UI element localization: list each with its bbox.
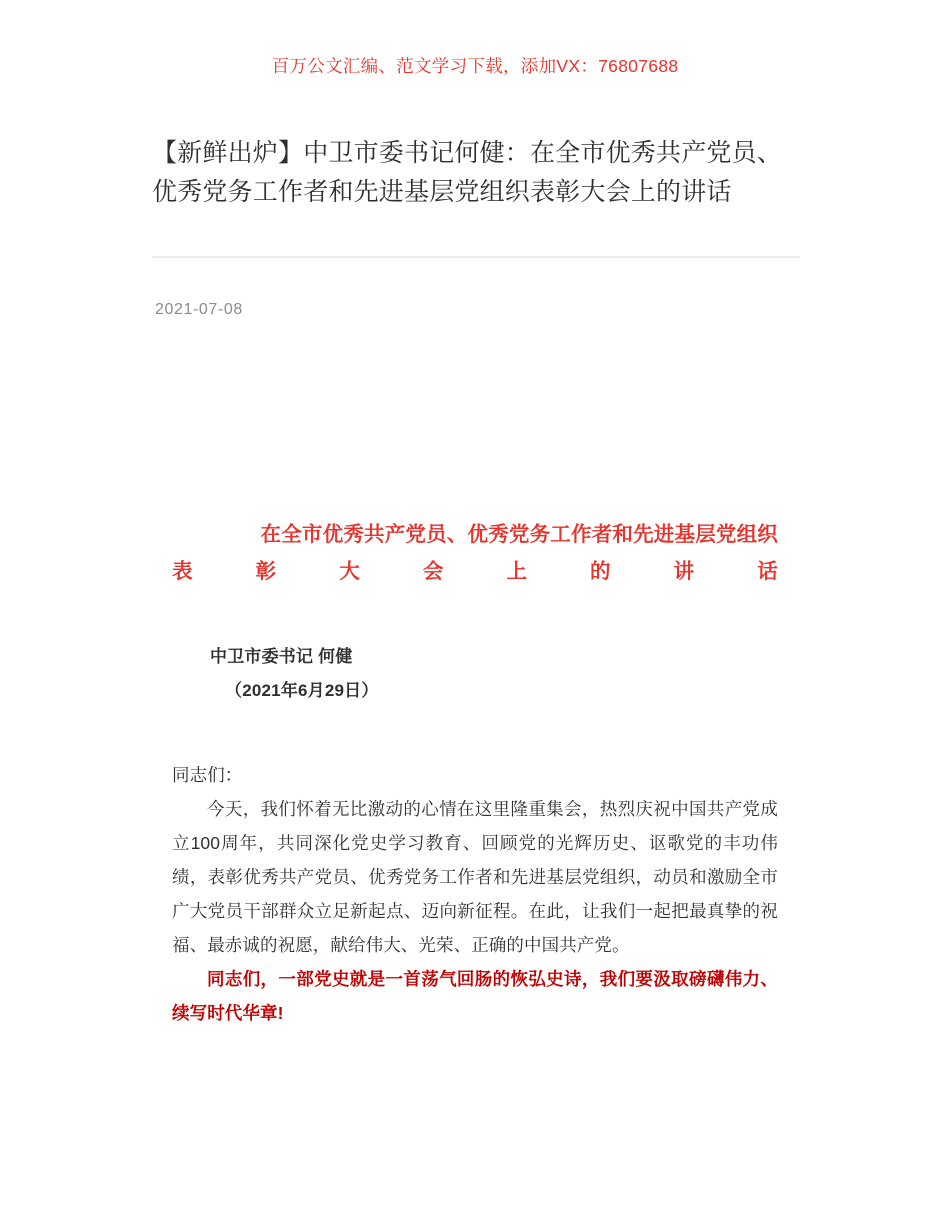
speech-title-char: 表: [172, 560, 193, 583]
header-divider: [152, 256, 800, 258]
article-header: [152, 134, 800, 212]
speech-salutation: 同志们：: [172, 765, 243, 785]
speech-title-char: 彰: [255, 560, 277, 583]
speech-title-line-2: [172, 553, 778, 590]
speech-title-char: 的: [590, 560, 611, 583]
speech-paragraph-emphasis: 同志们，一部党史就是一首荡气回肠的恢弘史诗，我们要汲取磅礴伟力、续写时代华章!: [172, 969, 778, 1023]
speech-title-char: 话: [757, 560, 778, 583]
page-title: 【新鲜出炉】中卫市委书记何健：在全市优秀共产党员、优秀党务工作者和先进基层党组织表彰大会上的讲话: [152, 139, 783, 206]
speech-title-char: 讲: [673, 560, 695, 583]
speech-byline-block: [172, 640, 778, 708]
speech-paragraph: 今天，我们怀着无比激动的心情在这里隆重集会，热烈庆祝中国共产党成立100周年，共同深化党史学习教育、回顾党的光辉历史、讴歌党的丰功伟绩，表彰优秀共产党员、优秀党务工作者和先进基层党组织，动员和激励全市广大党员干部群众立足新起点、迈向新征程。在此，让我们一起把最真挚的祝福、最赤诚的祝愿，献给伟大、光荣、正确的中国共产党。: [172, 799, 778, 955]
speech-body: [172, 758, 778, 1030]
speech-title: [172, 516, 778, 590]
speech-document-header: [172, 516, 778, 708]
speech-title-char: 大: [339, 560, 360, 583]
speech-date: （2021年6月29日）: [225, 681, 379, 700]
speech-title-line-1: 在全市优秀共产党员、优秀党务工作者和先进基层党组织: [260, 523, 778, 546]
speaker-name: 中卫市委书记 何健: [210, 647, 353, 666]
speech-title-char: 会: [422, 560, 444, 583]
article-date: 2021-07-08: [155, 301, 243, 318]
speech-title-char: 上: [506, 560, 528, 583]
promo-banner-text: 百万公文汇编、范文学习下载，添加VX：76807688: [271, 56, 679, 76]
